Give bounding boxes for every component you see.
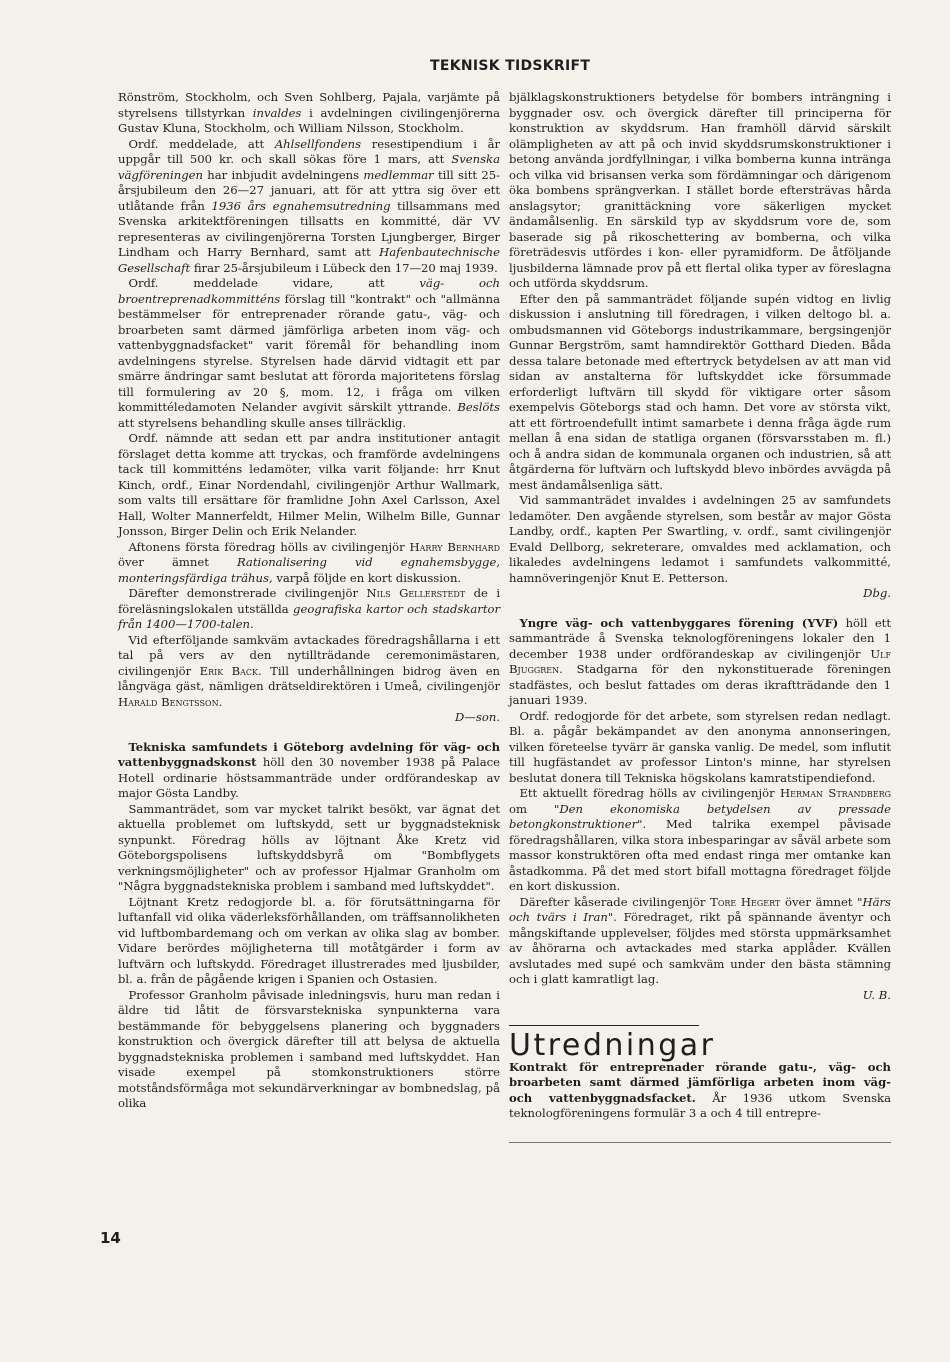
paragraph: Därefter demonstrerade civilingenjör Nils Gellerstedt de i föreläsningslokalen utställda geografiska kartor och stadskartor från 1400—1700-talen. bbox=[118, 586, 501, 631]
paragraph: Kontrakt för entreprenader rörande gatu-, väg- och broarbeten samt därmed jämförliga arbeten inom väg- och vattenbyggnadsfacket. År 1936 utkom Svenska teknologföreningens formulär 3 a och 4 till entrepre- bbox=[509, 1059, 891, 1120]
section-lead: Tekniska samfundets i Göteborg avdelning för väg- och vattenbyggnadskonst höll den 30 november 1938 på Palace Hotell ordinarie höstsammanträde under ordförandeskap av major Gösta Landby. bbox=[118, 739, 500, 800]
paragraph: bjälklagskonstruktioners betydelse för bombers inträngning i byggnader osv. och övergick därefter till principerna för konstruktion av skyddsrum. Han framhöll därvid särskilt olämpligheten av att på och invid skyddsrumskonstruktioner i betong använda jordfyllningar, i vilka bomberna kunna intränga och vilka vid brisansen verka som fördämningar och därigenom öka bombens sprängverkan. I stället borde eftersträvas hårda anslagsytor; granittäckning vore säkerligen mycket ändamålsenlig. En särskild typ av skyddsrum vore de, som baserade sig på rikoschettering av bomberna, och vilka företrädesvis utfördes i kon- eller pyramidform. De åtföljande ljusbilderna lämnade prov på ett flertal olika typer av föreslagna och utförda skyddsrum. bbox=[509, 90, 891, 290]
paragraph: Vid efterföljande samkväm avtackades föredragshållarna i ett tal på vers av den nytillträdande ceremonimästaren, civilingenjör Erik Back. Till underhållningen bidrog även en långväga gäst, nämligen drätseldirektören i Umeå, civilingenjör Harald Bengtsson. bbox=[118, 632, 501, 709]
paragraph: Aftonens första föredrag hölls av civilingenjör Harry Bernhard över ämnet Rationalisering vid egnahemsbygge, monteringsfärdiga trähus, varpå följde en kort diskussion. bbox=[118, 539, 501, 585]
paragraph: Rönström, Stockholm, och Sven Sohlberg, Pajala, varjämte på styrelsens tillstyrkan invaldes i avdelningen civilingenjörerna Gustav Kluna, Stockholm, och William Nilsson, Stockholm. bbox=[118, 90, 501, 135]
masthead: TEKNISK TIDSKRIFT bbox=[430, 58, 591, 74]
paragraph: Ordf. redogjorde för det arbete, som styrelsen redan nedlagt. Bl. a. pågår bekämpandet av den anonyma annonseringen, vilken företeelse tyvärr är ganska vanlig. De medel, som influtit till hugfästandet av professor Linton's minne, har styrelsen beslutat donera till Tekniska högskolans kamratstipendiefond. bbox=[509, 708, 891, 785]
paragraph: Efter den på sammanträdet följande supén vidtog en livlig diskussion i anslutning till föredragen, i vilken deltogo bl. a. ombudsmannen vid Göteborgs industrikammare, bergsingenjör Gunnar Bergström, samt hamndirektör Gotthard Dieden. Båda dessa talare betonade med eftertryck betydelsen av att man vid sidan av anstalterna för luftskyddet icke försummade erforderligt luftvärn till skydd för viktigare orter såsom exempelvis Göteborgs stad och hamn. Det vore av största vikt, att ett förtroendefullt intimt samarbete i denna fråga ägde rum mellan å ena sidan de statliga organen (försvarsstaben m. fl.) och å andra sidan de kommunala organen och industrien, så att åtgärderna för luftvärn och luftskydd blevo inbördes avvägda på mest ändamålsenliga sätt. bbox=[509, 291, 891, 492]
paragraph: Ordf. meddelade, att Ahlsellfondens resestipendium i år uppgår till 500 kr. och skall sökas före 1 mars, att Svenska vägföreningen har inbjudit avdelningens medlemmar till sitt 25-årsjubileum den 26—27 januari, att för att yttra sig över ett utlåtande från 1936 års egnahemsutredning tillsammans med Svenska arkitektföreningen tillsatts en kommitté, där VV representeras av civilingenjörerna Torsten Ljungberger, Birger Lindham och Harry Bernhard, samt att Hafenbautechnische Gesellschaft firar 25-årsjubileum i Lübeck den 17—20 maj 1939. bbox=[118, 136, 501, 275]
paragraph: Ett aktuellt föredrag hölls av civilingenjör Herman Strandberg om "Den ekonomiska betydelsen av pressade betongkonstruktioner". Med talrika exempel påvisade föredragshållaren, vilka stora inbesparingar av såväl arbete som massor konstruktören ofta med endast ringa mer omtanke kan åstadkomma. På det med stort bifall mottagna föredraget följde en kort diskussion. bbox=[509, 786, 892, 893]
paragraph: Löjtnant Kretz redogjorde bl. a. för förutsättningarna för luftanfall vid olika väderleksförhållanden, om träffsannolikheten vid luftbombardemang och om verkan av olika slag av bomber. Vidare berördes möjligheterna till motåtgärder i form av luftvärn och luftskydd. Föredraget illustrerades med ljusbilder, bl. a. från de pågående krigen i Spanien och Ostasien. bbox=[118, 894, 500, 986]
paragraph: Ordf. nämnde att sedan ett par andra institutioner antagit förslaget detta komme att tryckas, och framförde avdelningens tack till kommitténs ledamöter, vilka varit följande: hrr Knut Kinch, ordf., Einar Nordendahl, civilingenjör Arthur Wallmark, som valts till ersättare för framlidne John Axel Carlsson, Axel Hall, Wolter Mannerfeldt, Hilmer Melin, Wilhelm Bille, Gunnar Jonsson, Birger Delin och Erik Nelander. bbox=[118, 431, 500, 538]
section-heading: Utredningar bbox=[509, 1025, 699, 1054]
paragraph: Sammanträdet, som var mycket talrikt besökt, var ägnat det aktuella problemet om luftskydd, sett ur byggnadsteknisk synpunkt. Föredrag hölls av löjtnant Åke Kretz vid Göteborgspolisens luftskyddsbyrå om "Bombflygets verkningsmöjligheter" och av professor Hjalmar Granholm om "Några byggnadstekniska problem i samband med luftskyddet". bbox=[118, 801, 500, 893]
signature: D—son. bbox=[455, 710, 500, 724]
left-column bbox=[118, 90, 500, 1112]
section-lead: Yngre väg- och vattenbyggares förening (YVF) höll ett sammanträde å Svenska teknologföreningens lokaler den 1 december 1938 under ordförandeskap av civilingenjör Ulf Bjuggren. Stadgarna för den nykonstituerade föreningen stadfästes, och beslut fattades om deras ikraftträdande den 1 januari 1939. bbox=[509, 615, 892, 707]
signature: U. B. bbox=[862, 987, 891, 1002]
paragraph: Professor Granholm påvisade inledningsvis, huru man redan i äldre tid låtit de försvarstekniska synpunkterna vara bestämmande för bebyggelsens planering och byggnaders konstruktion och övergick därefter till att belysa de aktuella byggnadstekniska problemen i samband med luftskyddet. Han visade exempel på stomkonstruktioners större motståndsförmåga mot sekundärverkningar av bombnedslag, på olika bbox=[118, 987, 500, 1110]
signature: Dbg. bbox=[863, 586, 891, 600]
right-column bbox=[509, 90, 891, 1143]
page-number: 14 bbox=[100, 1229, 121, 1247]
paragraph: Ordf. meddelade vidare, att väg- och broentreprenadkommitténs förslag till "kontrakt" och "allmänna bestämmelser för entreprenader rörande gatu-, väg- och broarbeten samt därmed jämförliga arbeten inom väg- och vattenbyggnadsfacket" varit föremål för behandling inom avdelningens styrelse. Styrelsen hade därvid vidtagit ett par smärre ändringar samt beslutat att förorda majoritetens förslag till formulering av 20 §, mom. 12, i fråga om vilken kommittéledamoten Nelander avgivit särskilt yttrande. Beslöts att styrelsens behandling skulle anses tillräcklig. bbox=[118, 276, 500, 430]
paragraph: Därefter kåserade civilingenjör Tore Hegert över ämnet "Härs och tvärs i Iran". Föredraget, rikt på spännande äventyr och mångskiftande upplevelser, följdes med största uppmärksamhet av åhörarna och avtackades med starka applåder. Kvällen avslutades med supé och samkväm under den bästa stämning och i glatt kamratligt lag. bbox=[509, 894, 892, 986]
paragraph: Vid sammanträdet invaldes i avdelningen 25 av samfundets ledamöter. Den avgående styrelsen, som består av major Gösta Landby, ordf., kapten Per Swartling, v. ordf., samt civilingenjör Evald Dellborg, sekreterare, omvaldes med acklamation, och likaledes avdelningens ledamot i samfundets valkommitté, hamnöveringenjör Knut E. Petterson. bbox=[509, 493, 891, 585]
bottom-rule bbox=[509, 1142, 891, 1143]
